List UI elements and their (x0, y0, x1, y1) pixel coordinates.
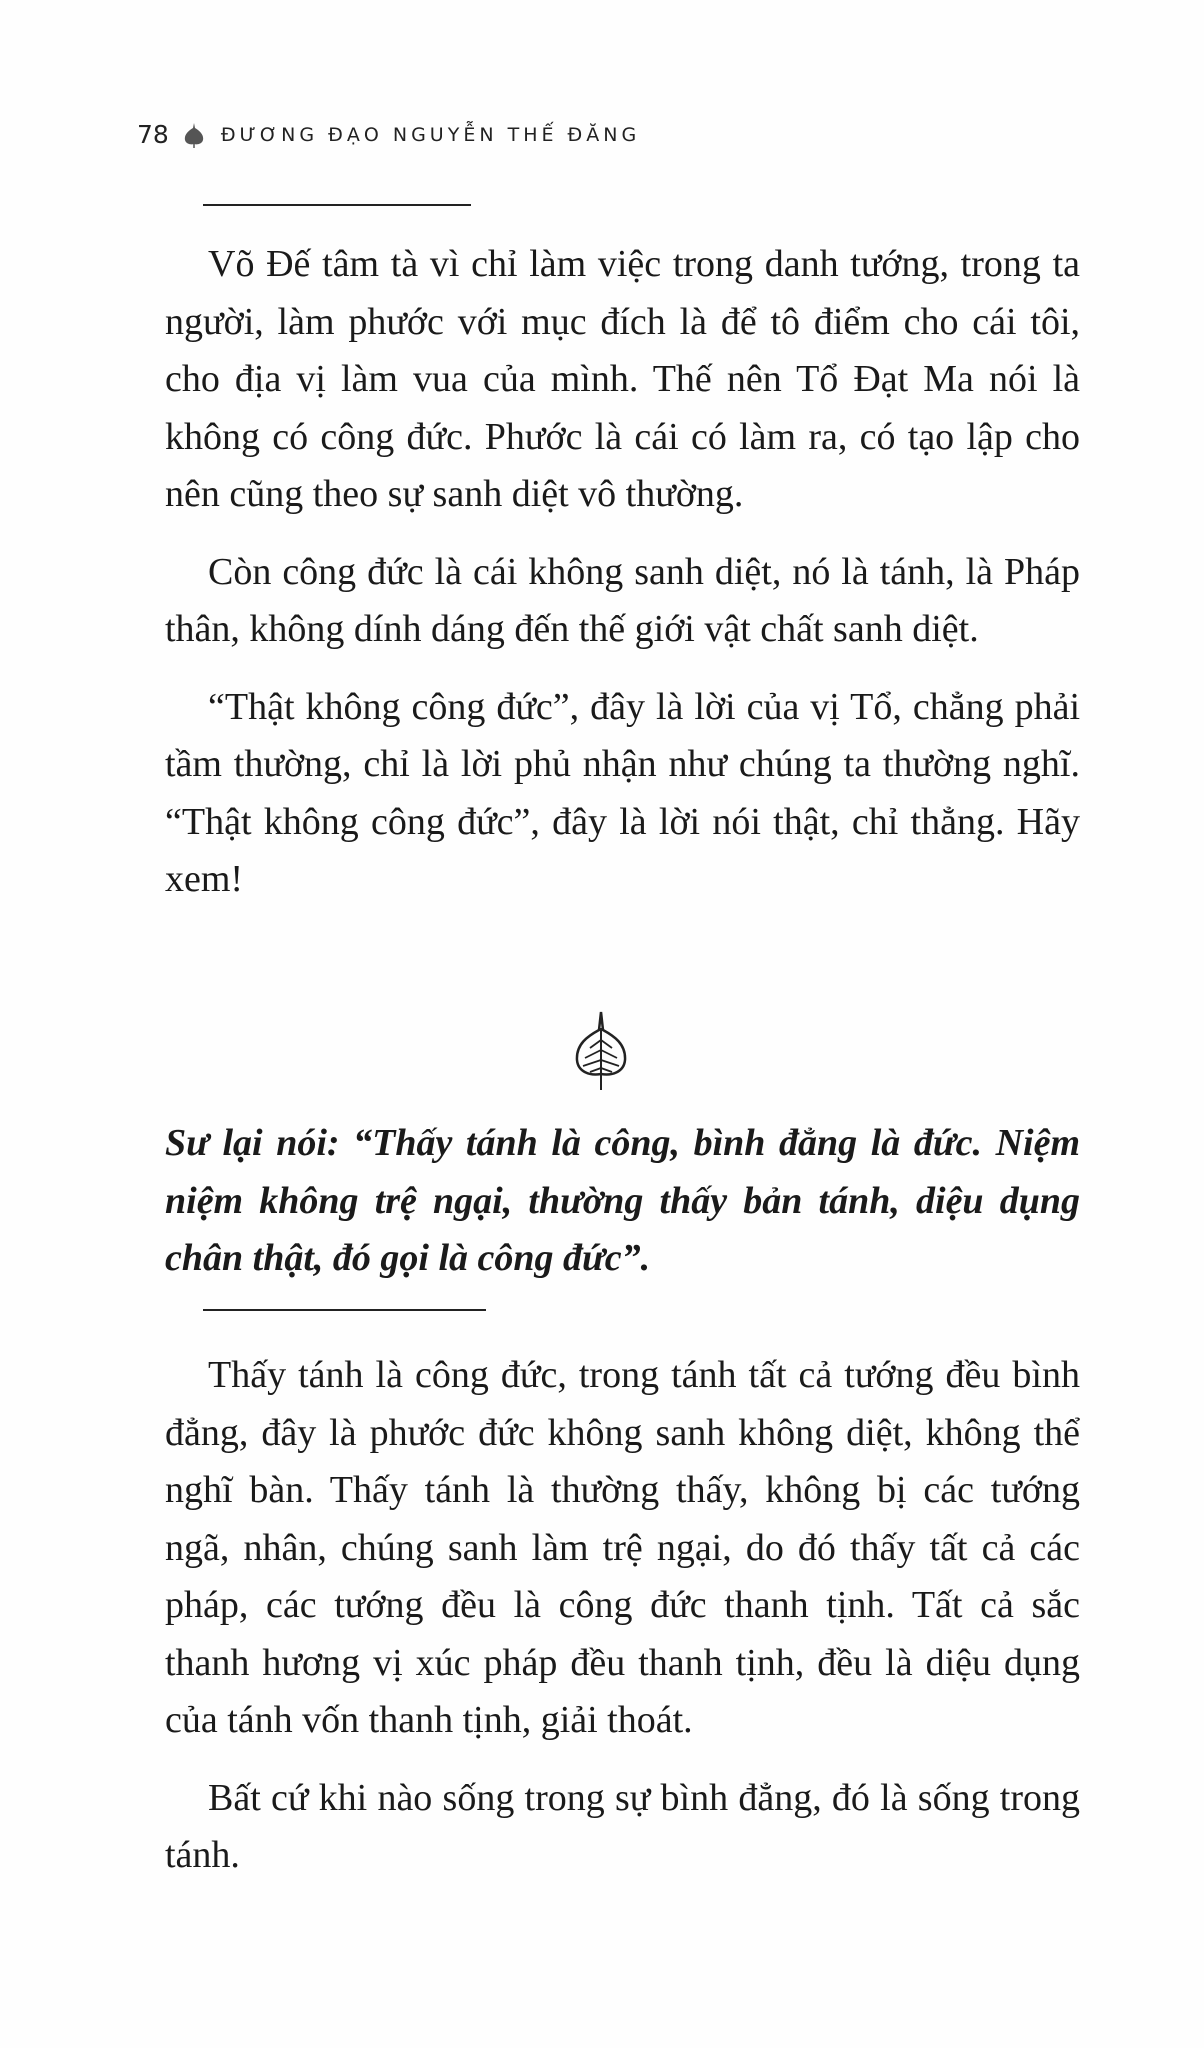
running-title: ĐƯƠNG ĐẠO NGUYỄN THẾ ĐĂNG (220, 123, 641, 146)
page-number: 78 (137, 120, 169, 149)
paragraph: “Thật không công đức”, đây là lời của vị Tổ, chẳng phải tầm thường, chỉ là lời phủ nhận như chúng ta thường nghĩ. “Thật không công đức”, đây là lời nói thật, chỉ thẳng. Hãy xem! (165, 685, 1080, 900)
paragraph: Thấy tánh là công đức, trong tánh tất cả tướng đều bình đẳng, đây là phước đức không sanh không diệt, không thể nghĩ bàn. Thấy tánh là thường thấy, không bị các tướng ngã, nhân, chúng sanh làm trệ ngại, do đó thấy tất cả các pháp, các tướng đều là công đức thanh tịnh. Tất cả sắc thanh hương vị xúc pháp đều thanh tịnh, đều là diệu dụng của tánh vốn thanh tịnh, giải thoát. (165, 1354, 1080, 1741)
bodhi-leaf-icon (183, 122, 205, 148)
section-1-text (165, 236, 1080, 929)
bodhi-leaf-icon (570, 1010, 632, 1092)
quote-block (165, 1115, 1080, 1308)
paragraph: Bất cứ khi nào sống trong sự bình đẳng, đó là sống trong tánh. (165, 1776, 1080, 1876)
paragraph: Còn công đức là cái không sanh diệt, nó là tánh, là Pháp thân, không dính dáng đến thế giới vật chất sanh diệt. (165, 550, 1080, 650)
section-2-text (165, 1347, 1080, 1905)
section-rule-top (203, 204, 471, 206)
section-rule-middle (203, 1309, 486, 1311)
quote-text: Sư lại nói: “Thấy tánh là công, bình đẳng là đức. Niệm niệm không trệ ngại, thường thấy bản tánh, diệu dụng chân thật, đó gọi là công đức”. (165, 1122, 1080, 1279)
paragraph: Võ Đế tâm tà vì chỉ làm việc trong danh tướng, trong ta người, làm phước với mục đích là để tô điểm cho cái tôi, cho địa vị làm vua của mình. Thế nên Tổ Đạt Ma nói là không có công đức. Phước là cái có làm ra, có tạo lập cho nên cũng theo sự sanh diệt vô thường. (165, 243, 1080, 515)
running-header (137, 120, 640, 149)
